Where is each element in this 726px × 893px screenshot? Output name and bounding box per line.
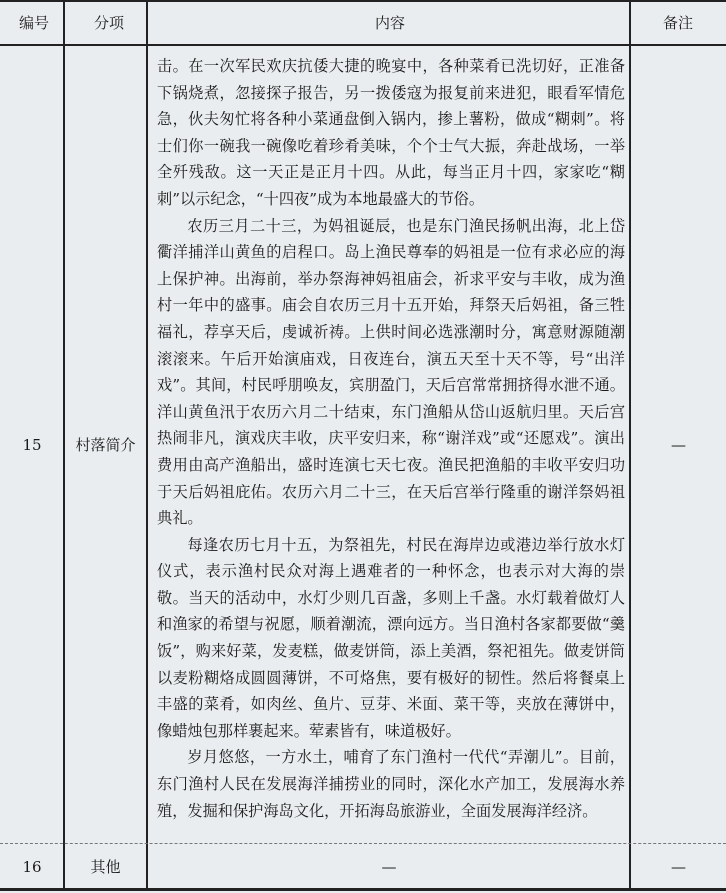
column-divider xyxy=(146,0,148,890)
header-content: 内容 xyxy=(374,13,405,32)
header-number: 编号 xyxy=(18,13,49,32)
row-15-number: 15 xyxy=(22,435,42,454)
row-15-note: — xyxy=(671,435,686,454)
content-paragraph: 岁月悠悠，一方水土，哺育了东门渔村一代代“弄潮儿”。目前，东门渔村人民在发展海洋捕捞业的同时，深化水产加工，发展海水养殖，发掘和保护海岛文化，开拓海岛旅游业，全面发展海洋经济。 xyxy=(157,748,625,820)
header-category: 分项 xyxy=(93,13,124,32)
row-15-category: 村落简介 xyxy=(75,436,136,454)
row-15-content xyxy=(157,53,625,824)
content-paragraph: 农历三月二十三，为妈祖诞辰，也是东门渔民扬帆出海，北上岱衢洋捕洋山黄鱼的启程口。岛上渔民尊奉的妈祖是一位有求必应的海上保护神。出海前，举办祭海神妈祖庙会，祈求平安与丰收，成为渔村一年中的盛事。庙会自农历三月十五开始，拜祭天后妈祖，备三牲福礼，荐享天后，虔诚祈祷。上供时间必选涨潮时分，寓意财源随潮滚滚来。午后开始演庙戏，日夜连台，演五天至十天不等，号“出洋戏”。其间，村民呼朋唤友，宾朋盈门，天后宫常常拥挤得水泄不通。洋山黄鱼汛于农历六月二十结束，东门渔船从岱山返航归里。天后宫热闹非凡，演戏庆丰收，庆平安归来，称“谢洋戏”或“还愿戏”。演出费用由高产渔船出，盛时连演七天七夜。渔民把渔船的丰收平安归功于天后妈祖庇佑。农历六月二十三，在天后宫举行隆重的谢洋祭妈祖典礼。 xyxy=(157,216,625,528)
row-separator xyxy=(0,843,726,844)
row-16-number: 16 xyxy=(22,857,42,876)
table-header xyxy=(0,0,726,44)
table-bottom-rule xyxy=(0,888,726,891)
content-paragraph: 每逢农历七月十五，为祭祖先，村民在海岸边或港边举行放水灯仪式，表示渔村民众对海上遇难者的一种怀念，也表示对大海的崇敬。当天的活动中，水灯少则几百盏，多则上千盏。水灯载着做灯人和渔家的希望与祝愿，顺着潮流，漂向远方。当日渔村各家都要做“羹饭”，购来好菜，发麦糕，做麦饼筒，添上美酒，祭祀祖先。做麦饼筒以麦粉糊烙成圆圆薄饼，不可烙焦，要有极好的韧性。然后将餐桌上丰盛的菜肴，如肉丝、鱼片、豆芽、米面、菜干等，夹放在薄饼中，像蜡烛包那样裹起来。荤素皆有，味道极好。 xyxy=(157,535,625,740)
row-16-category: 其他 xyxy=(90,858,121,876)
header-note: 备注 xyxy=(662,13,693,32)
content-paragraph: 击。在一次军民欢庆抗倭大捷的晚宴中，各种菜肴已洗切好，正准备下锅烧煮，忽接探子报告，另一拨倭寇为报复前来进犯，眼看军情危急，伙夫匆忙将各种小菜通盘倒入锅内，掺上薯粉，做成“糊刺”。将士们你一碗我一碗像吃着珍肴美味，个个士气大振，奔赴战场，一举全歼残敌。这一天正是正月十四。从此，每当正月十四，家家吃“糊刺”以示纪念，“十四夜”成为本地最盛大的节俗。 xyxy=(157,57,625,208)
row-16-note: — xyxy=(671,857,686,876)
row-16-content: — xyxy=(381,857,397,876)
